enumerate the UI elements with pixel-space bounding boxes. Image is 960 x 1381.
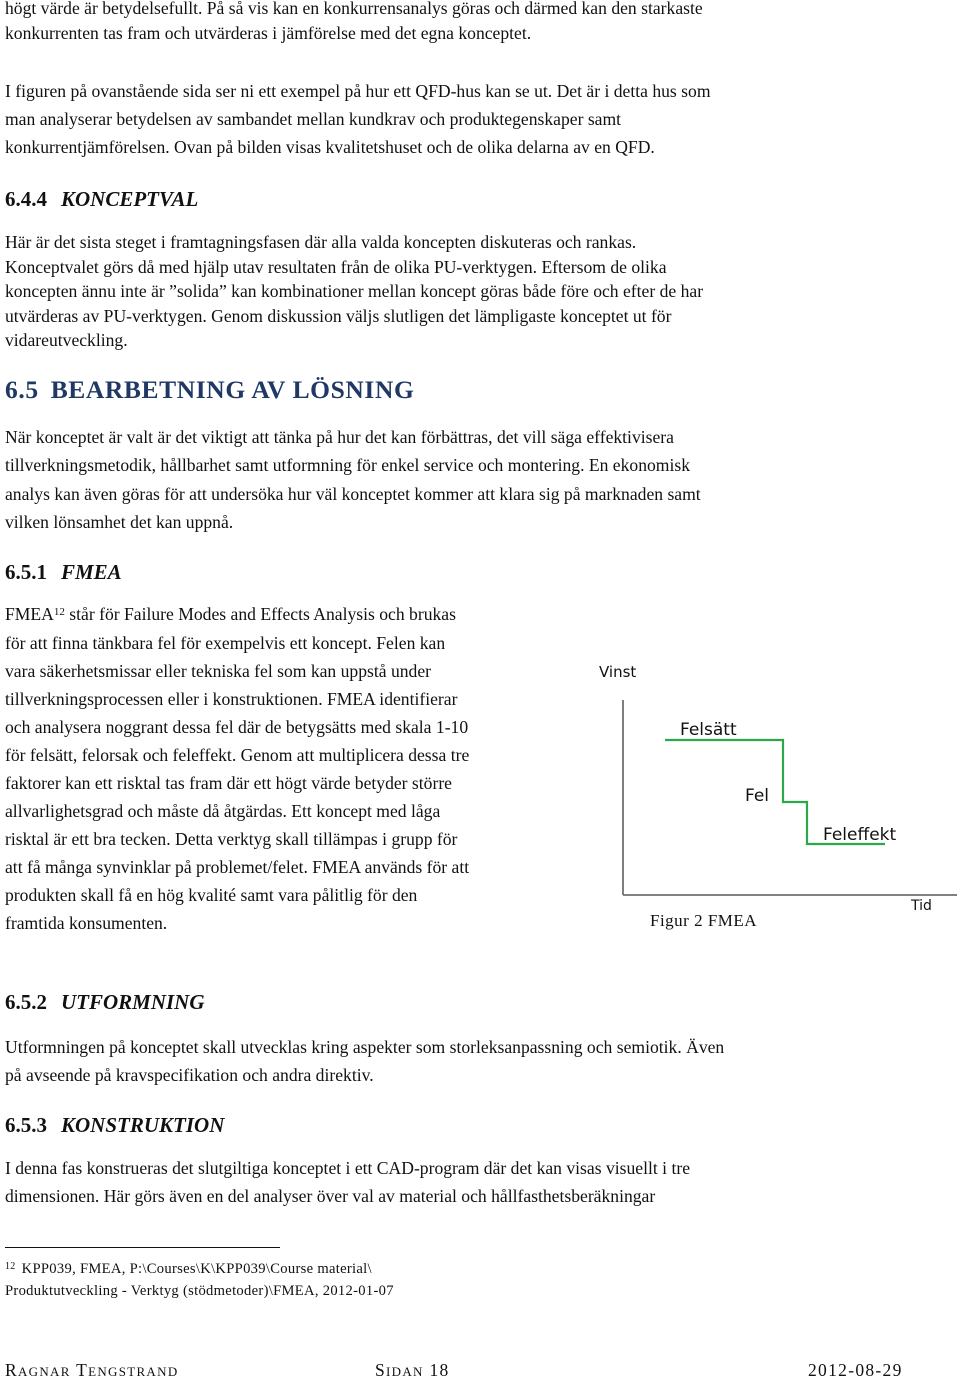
paragraph-line: risktal är ett bra tecken. Detta verktyg skall tillämpas i grupp för [5, 829, 458, 849]
paragraph-line: vara säkerhetsmissar eller tekniska fel som kan uppstå under [5, 661, 432, 681]
section-title: UTFORMNING [61, 990, 205, 1014]
paragraph-line: utvärderas av PU-verktygen. Genom diskussion väljs slutligen det lämpligaste konceptet ut för [5, 306, 672, 326]
x-axis-label: Tid [911, 898, 932, 914]
footnote-text: KPP039, FMEA, P:\Courses\K\KPP039\Course material\ [21, 1261, 372, 1277]
paragraph-line: högt värde är betydelsefullt. På så vis kan en konkurrensanalys göras och därmed kan den starkaste [5, 0, 703, 18]
step-label-feleffekt: Feleffekt [823, 825, 897, 845]
section-title: KONSTRUKTION [61, 1113, 225, 1137]
paragraph-line: dimensionen. Här görs även en del analyser över val av material och hållfasthetsberäkningar [5, 1186, 656, 1206]
paragraph-line: koncepten ännu inte är ”solida” kan kombinationer mellan koncept göras både före och efter de har [5, 281, 704, 301]
paragraph-line: tillverkningsprocessen eller i konstruktionen. FMEA identifierar [5, 689, 458, 709]
footer-date: 2012-08-29 [808, 1360, 903, 1380]
figure-caption: Figur 2 FMEA [650, 911, 758, 930]
section-number: 6.4.4 [5, 187, 47, 211]
paragraph-line: att få många synvinklar på problemet/felet. FMEA används för att [5, 857, 470, 877]
paragraph-line: och analysera noggrant dessa fel där de betygsätts med skala 1-10 [5, 717, 469, 737]
footnote-number: 12 [5, 1261, 16, 1272]
section-heading-bearbetning [5, 375, 414, 405]
paragraph-text: står för Failure Modes and Effects Analysis och brukas [64, 604, 456, 624]
footnote-reference: 12 [53, 606, 65, 618]
section-heading-konstruktion [5, 1113, 224, 1138]
section-heading-konceptval [5, 187, 198, 212]
paragraph-line: I denna fas konstrueras det slutgiltiga konceptet i ett CAD-program där det kan visas visuellt i tre [5, 1158, 690, 1178]
paragraph-line: tillverkningsmetodik, hållbarhet samt utformning för enkel service och montering. En ekonomisk [5, 455, 691, 475]
paragraph-line: analys kan även göras för att undersöka hur väl konceptet kommer att klara sig på marknaden samt [5, 484, 701, 504]
paragraph-line: framtida konsumenten. [5, 913, 168, 933]
footnote-divider [5, 1247, 280, 1248]
paragraph-line: konkurrentjämförelsen. Ovan på bilden visas kvalitetshuset och de olika delarna av en QFD. [5, 137, 655, 157]
fmea-diagram [595, 655, 960, 930]
paragraph-line: på avseende på kravspecifikation och andra direktiv. [5, 1065, 374, 1085]
paragraph-line: Utformningen på konceptet skall utvecklas kring aspekter som storleksanpassning och semiotik. Även [5, 1037, 725, 1057]
section-number: 6.5.1 [5, 560, 47, 584]
footer-author: RAGNAR TENGSTRAND [5, 1360, 179, 1380]
paragraph-line: Här är det sista steget i framtagningsfasen där alla valda koncepten diskuteras och rankas. [5, 232, 637, 252]
paragraph-line: När konceptet är valt är det viktigt att tänka på hur det kan förbättras, det vill säga effektivisera [5, 427, 674, 447]
paragraph-line: produkten skall få en hög kvalité samt vara pålitlig för den [5, 885, 418, 905]
y-axis-label: Vinst [599, 663, 637, 681]
paragraph-line: för felsätt, felorsak och feleffekt. Genom att multiplicera dessa tre [5, 745, 470, 765]
paragraph-line: Konceptvalet görs då med hjälp utav resultaten från de olika PU-verktygen. Eftersom de olika [5, 257, 667, 277]
footnote-line: Produktutveckling - Verktyg (stödmetoder)\FMEA, 2012-01-07 [5, 1283, 394, 1299]
paragraph-line: man analyserar betydelsen av sambandet mellan kundkrav och produktegenskaper samt [5, 109, 622, 129]
section-title: KONCEPTVAL [61, 187, 199, 211]
section-heading-fmea [5, 560, 122, 585]
footer-page-number: SIDAN 18 [375, 1360, 450, 1380]
section-number: 6.5.2 [5, 990, 47, 1014]
paragraph-line [5, 602, 456, 627]
paragraph-line: konkurrenten tas fram och utvärderas i jämförelse med det egna konceptet. [5, 23, 532, 43]
section-number: 6.5.3 [5, 1113, 47, 1137]
paragraph-line: I figuren på ovanstående sida ser ni ett exempel på hur ett QFD-hus kan se ut. Det är i detta hus som [5, 81, 711, 101]
section-number: 6.5 [5, 375, 39, 404]
paragraph-line: vilken lönsamhet det kan uppnå. [5, 512, 234, 532]
section-title: FMEA [61, 560, 122, 584]
paragraph-line: faktorer kan ett risktal tas fram där ett högt värde betyder större [5, 773, 452, 793]
paragraph-line: för att finna tänkbara fel för exempelvis ett koncept. Felen kan [5, 633, 446, 653]
footnote [5, 1258, 394, 1302]
section-heading-utformning [5, 990, 205, 1015]
step-label-fel: Fel [745, 786, 770, 806]
section-title: BEARBETNING AV LÖSNING [50, 375, 415, 404]
footnote-line [5, 1258, 394, 1280]
fmea-figure [595, 655, 960, 930]
step-label-felsatt: Felsätt [680, 720, 737, 740]
paragraph-line: vidareutveckling. [5, 330, 128, 350]
paragraph-line: allvarlighetsgrad och måste då åtgärdas. Ett koncept med låga [5, 801, 441, 821]
fmea-term: FMEA [5, 604, 54, 624]
